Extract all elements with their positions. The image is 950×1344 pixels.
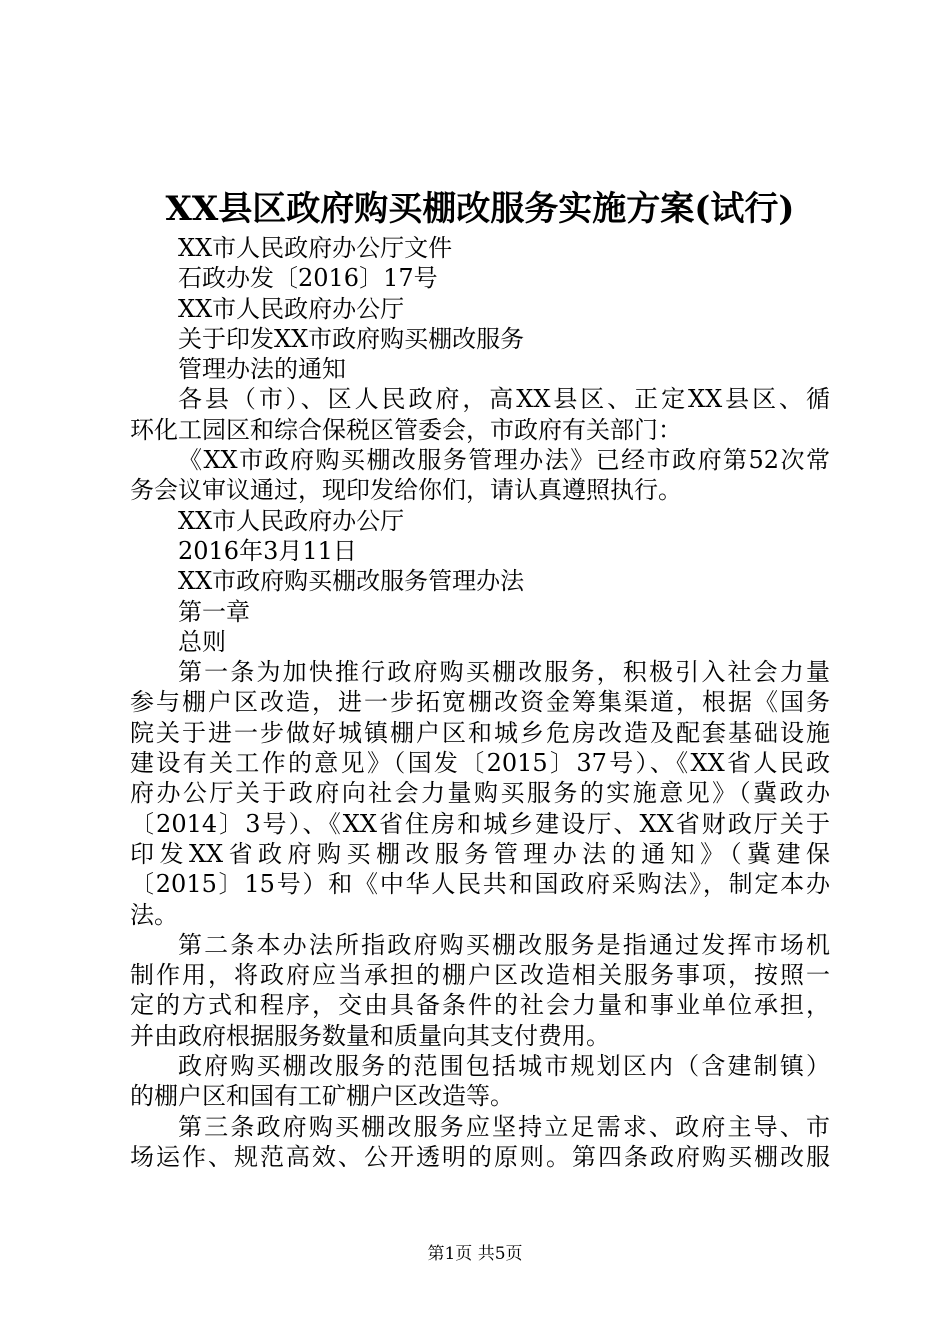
text-line: 第二条本办法所指政府购买棚改服务是指通过发挥市场机 bbox=[178, 930, 830, 959]
text-line: 制作用，将政府应当承担的棚户区改造相关服务事项，按照一 bbox=[130, 961, 830, 990]
text-line: 石政办发〔2016〕17号 bbox=[178, 264, 438, 293]
text-line: 2016年3月11日 bbox=[178, 536, 357, 565]
text-line: 院关于进一步做好城镇棚户区和城乡危房改造及配套基础设施 bbox=[130, 718, 830, 747]
text-line: 第一条为加快推行政府购买棚改服务，积极引入社会力量 bbox=[178, 658, 830, 687]
text-line: XX市人民政府办公厅 bbox=[178, 506, 405, 535]
text-line: 府办公厅关于政府向社会力量购买服务的实施意见》（冀政办 bbox=[130, 779, 830, 808]
text-line: 各县（市）、区人民政府，高XX县区、正定XX县区、循 bbox=[178, 385, 830, 414]
text-line: 总则 bbox=[178, 627, 226, 656]
text-line: XX市人民政府办公厅 bbox=[178, 294, 405, 323]
text-line: 参与棚户区改造，进一步拓宽棚改资金筹集渠道，根据《国务 bbox=[130, 688, 830, 717]
text-line: 政府购买棚改服务的范围包括城市规划区内（含建制镇） bbox=[178, 1052, 830, 1081]
document-title: XX县区政府购买棚改服务实施方案(试行) bbox=[165, 189, 795, 229]
text-line: 法。 bbox=[130, 900, 178, 929]
text-line: 印发XX省政府购买棚改服务管理办法的通知》（冀建保 bbox=[130, 839, 830, 868]
text-line: 第一章 bbox=[178, 597, 250, 626]
text-line: XX市人民政府办公厅文件 bbox=[178, 234, 453, 262]
text-line: 建设有关工作的意见》（国发〔2015〕37号）、《XX省人民政 bbox=[130, 749, 830, 778]
text-line: 定的方式和程序，交由具备条件的社会力量和事业单位承担， bbox=[130, 991, 830, 1020]
text-line: 关于印发XX市政府购买棚改服务 bbox=[178, 324, 525, 353]
document-body bbox=[130, 233, 830, 1172]
text-line: 第三条政府购买棚改服务应坚持立足需求、政府主导、市 bbox=[178, 1112, 830, 1141]
text-line: 务会议审议通过，现印发给你们，请认真遵照执行。 bbox=[130, 476, 682, 505]
text-line: 管理办法的通知 bbox=[178, 355, 346, 384]
text-line: 〔2015〕15号）和《中华人民共和国政府采购法》，制定本办 bbox=[130, 870, 830, 899]
text-line: 并由政府根据服务数量和质量向其支付费用。 bbox=[130, 1021, 610, 1050]
text-line: 的棚户区和国有工矿棚户区改造等。 bbox=[130, 1082, 514, 1111]
text-line: 场运作、规范高效、公开透明的原则。第四条政府购买棚改服 bbox=[130, 1142, 830, 1171]
page-footer: 第1页 共5页 bbox=[427, 1244, 523, 1264]
text-line: 《XX市政府购买棚改服务管理办法》已经市政府第52次常 bbox=[178, 446, 830, 475]
text-line: 〔2014〕3号）、《XX省住房和城乡建设厅、XX省财政厅关于 bbox=[130, 809, 830, 838]
text-line: XX市政府购买棚改服务管理办法 bbox=[178, 567, 525, 596]
text-line: 环化工园区和综合保税区管委会，市政府有关部门： bbox=[130, 415, 682, 444]
